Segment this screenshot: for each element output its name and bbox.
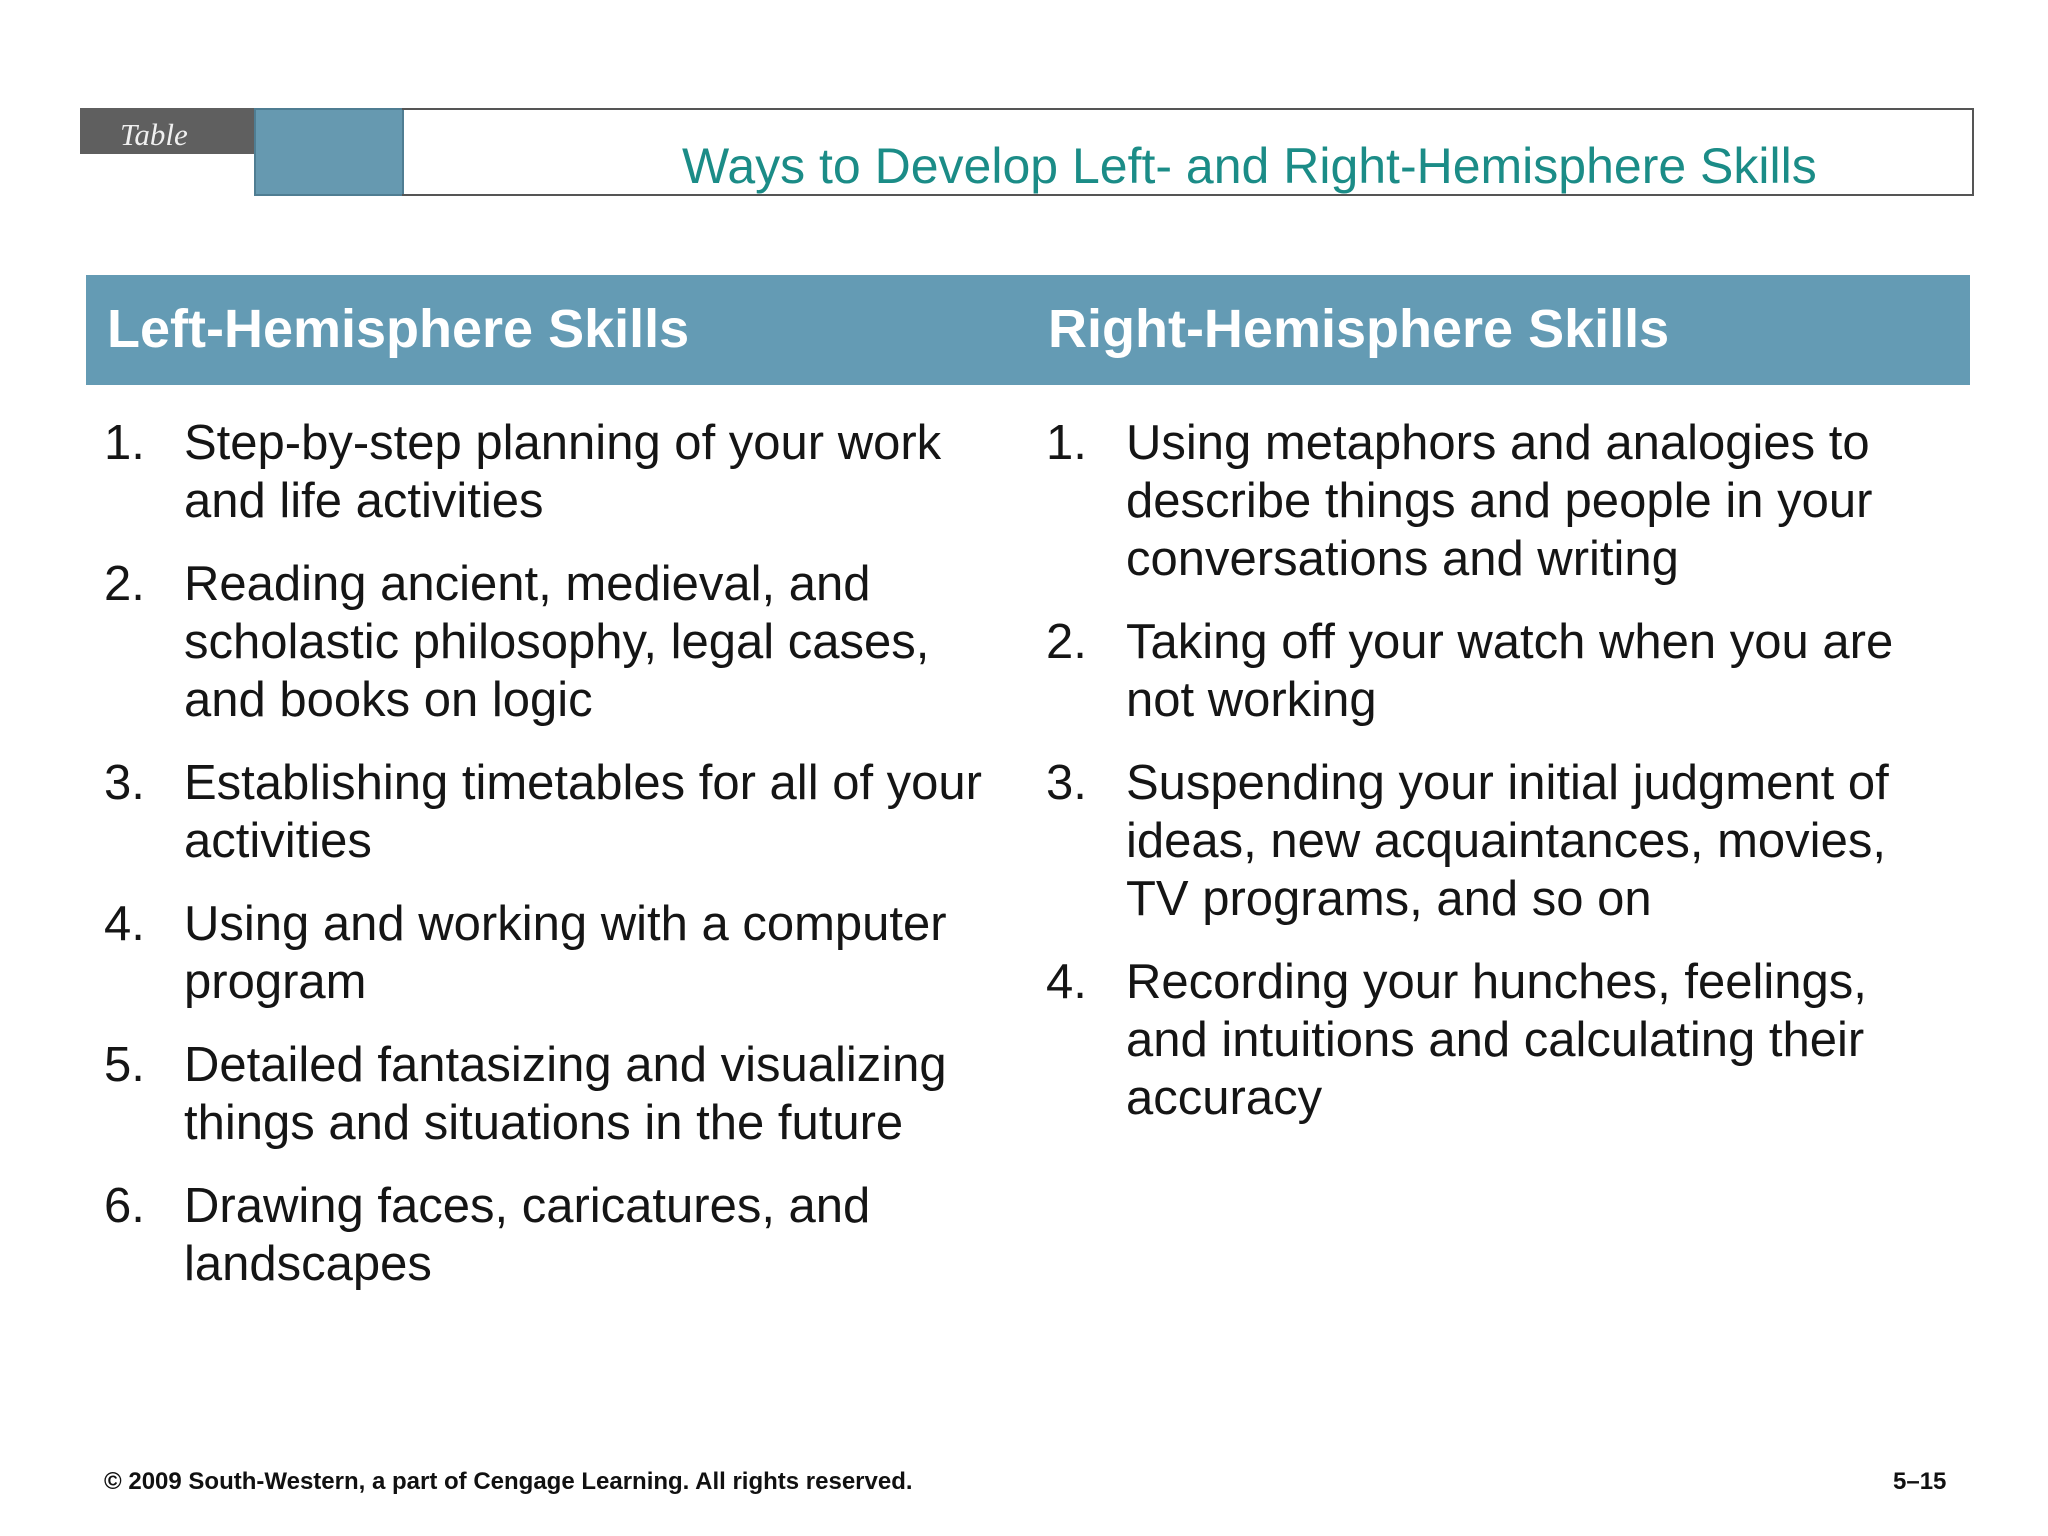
item-number: 1. bbox=[1046, 416, 1087, 470]
list-item bbox=[1046, 953, 1946, 1127]
item-number: 6. bbox=[104, 1179, 145, 1233]
item-text: Establishing timetables for all of your activities bbox=[184, 756, 982, 868]
list-item bbox=[104, 1036, 1004, 1152]
item-number: 2. bbox=[1046, 615, 1087, 669]
right-column-header: Right-Hemisphere Skills bbox=[1048, 299, 1670, 359]
item-number: 3. bbox=[104, 756, 145, 810]
item-number: 5. bbox=[104, 1038, 145, 1092]
list-item bbox=[104, 754, 1004, 870]
left-skills-list bbox=[104, 414, 1004, 1318]
item-text: Taking off your watch when you are not working bbox=[1126, 615, 1894, 727]
list-item bbox=[1046, 613, 1946, 729]
list-item bbox=[104, 1177, 1004, 1293]
slide-title: Ways to Develop Left- and Right-Hemisphere Skills bbox=[682, 138, 1817, 194]
item-text: Step-by-step planning of your work and life activities bbox=[184, 416, 942, 528]
item-text: Detailed fantasizing and visualizing things and situations in the future bbox=[184, 1038, 947, 1150]
right-skills-list bbox=[1046, 414, 1946, 1152]
list-item bbox=[1046, 754, 1946, 928]
page-number: 5–15 bbox=[1893, 1468, 1947, 1495]
item-text: Suspending your initial judgment of ideas, new acquaintances, movies, TV programs, and so on bbox=[1126, 756, 1889, 926]
list-item bbox=[104, 895, 1004, 1011]
item-number: 1. bbox=[104, 416, 145, 470]
item-text: Drawing faces, caricatures, and landscapes bbox=[184, 1179, 871, 1291]
accent-square bbox=[254, 108, 404, 196]
table-label: Table bbox=[80, 108, 255, 154]
list-item bbox=[1046, 414, 1946, 588]
item-text: Using metaphors and analogies to describe things and people in your conversations and writing bbox=[1126, 416, 1873, 586]
item-number: 2. bbox=[104, 557, 145, 611]
list-item bbox=[104, 414, 1004, 530]
item-number: 4. bbox=[1046, 955, 1087, 1009]
list-item bbox=[104, 555, 1004, 729]
item-number: 4. bbox=[104, 897, 145, 951]
copyright-notice: © 2009 South-Western, a part of Cengage Learning. All rights reserved. bbox=[104, 1468, 913, 1495]
left-column-header: Left-Hemisphere Skills bbox=[107, 299, 690, 359]
item-text: Recording your hunches, feelings, and intuitions and calculating their accuracy bbox=[1126, 955, 1867, 1125]
item-text: Using and working with a computer program bbox=[184, 897, 947, 1009]
item-number: 3. bbox=[1046, 756, 1087, 810]
item-text: Reading ancient, medieval, and scholastic philosophy, legal cases, and books on logic bbox=[184, 557, 930, 727]
